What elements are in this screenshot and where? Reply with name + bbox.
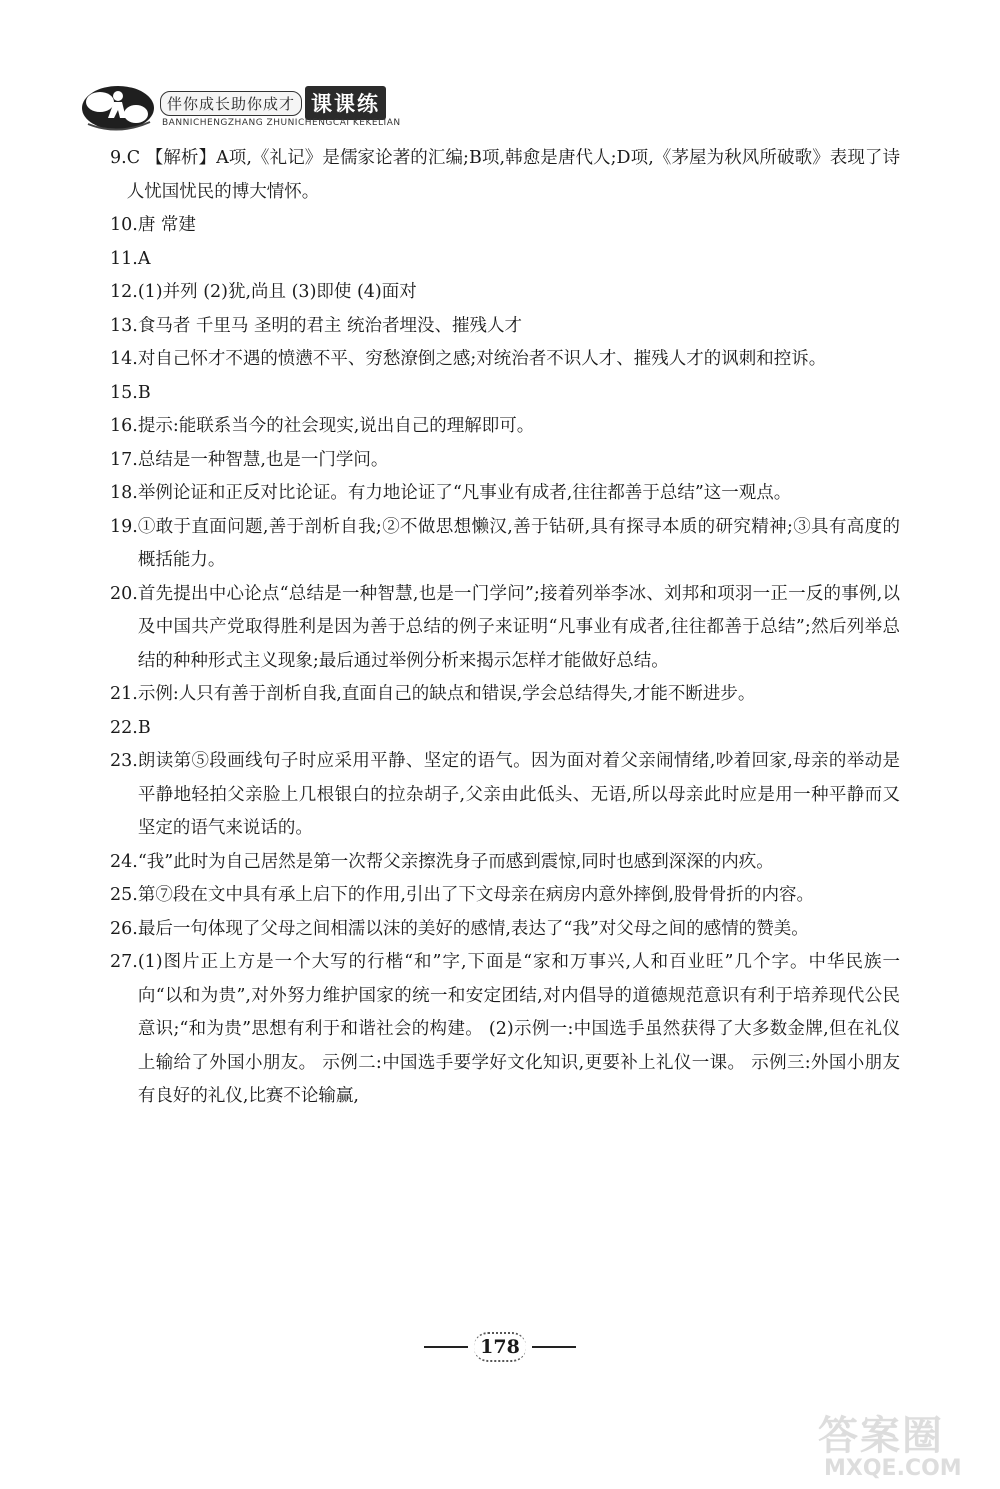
answer-item <box>110 745 900 846</box>
answer-item <box>110 243 900 277</box>
page-footer <box>0 1332 1000 1362</box>
answer-text: 第⑦段在文中具有承上启下的作用,引出了下文母亲在病房内意外摔倒,股骨骨折的内容。 <box>137 885 814 905</box>
watermark-url: MXQE.COM <box>824 1456 962 1481</box>
answer-item <box>110 343 900 377</box>
answer-text: 朗读第⑤段画线句子时应采用平静、坚定的语气。因为面对着父亲闹情绪,吵着回家,母亲的举动是平静地轻拍父亲脸上几根银白的拉杂胡子,父亲由此低头、无语,所以母亲此时应是用一种平静而又坚定的语气来说话的。 <box>137 751 900 838</box>
answer-item <box>110 410 900 444</box>
answer-text: 首先提出中心论点“总结是一种智慧,也是一门学问”;接着列举李冰、刘邦和项羽一正一反的事例,以及中国共产党取得胜利是因为善于总结的例子来证明“凡事业有成者,往往都善于总结”;然后列举总结的种种形式主义现象;最后通过举例分析来揭示怎样才能做好总结。 <box>137 583 900 671</box>
answer-text: (1)并列 (2)犹,尚且 (3)即使 (4)面对 <box>137 282 417 302</box>
answer-item <box>110 209 900 243</box>
answer-item <box>110 879 900 913</box>
answer-number: 14. <box>110 349 138 369</box>
answer-item <box>110 276 900 310</box>
answer-text: B <box>137 717 151 738</box>
answer-text: 食马者 千里马 圣明的君主 统治者埋没、摧残人才 <box>137 315 523 336</box>
answer-number: 17. <box>110 449 138 470</box>
answer-number: 27. <box>110 952 138 972</box>
watermark <box>818 1404 978 1486</box>
answer-number: 22. <box>110 717 138 738</box>
answer-item <box>110 913 900 947</box>
footer-rule-left <box>424 1346 468 1348</box>
footer-rule-right <box>532 1346 576 1348</box>
answer-text: 最后一句体现了父母之间相濡以沫的美好的感情,表达了“我”对父母之间的感情的赞美。 <box>137 918 809 939</box>
answer-number: 15. <box>110 382 138 403</box>
answer-number: 10. <box>110 215 138 235</box>
answer-item <box>110 377 900 411</box>
answer-text: 提示:能联系当今的社会现实,说出自己的理解即可。 <box>137 416 535 436</box>
answer-text: B <box>137 382 151 403</box>
answer-number: 26. <box>110 918 138 939</box>
answer-item <box>110 511 900 578</box>
answer-number: 13. <box>110 315 138 336</box>
answer-number: 19. <box>110 516 138 537</box>
answer-text: 唐 常建 <box>137 215 196 235</box>
answer-item <box>110 578 900 679</box>
answer-text: 总结是一种智慧,也是一门学问。 <box>137 449 389 470</box>
answer-text: C 【解析】A项,《礼记》是儒家论著的汇编;B项,韩愈是唐代人;D项,《茅屋为秋风所破歌》表现了诗人忧国忧民的博大情怀。 <box>126 148 900 202</box>
answer-item <box>110 712 900 746</box>
runner-logo-icon <box>78 78 156 134</box>
answer-text: 对自己怀才不遇的愤懑不平、穷愁潦倒之感;对统治者不识人才、摧残人才的讽刺和控诉。 <box>137 349 827 369</box>
watermark-text: 答案圈 <box>818 1413 944 1459</box>
header-brand: 课课练 <box>305 86 386 120</box>
answer-number: 12. <box>110 282 138 302</box>
answer-text: (1)图片正上方是一个大写的行楷“和”字,下面是“家和万事兴,人和百业旺”几个字。中华民族一向“以和为贵”,对外努力维护国家的统一和安定团结,对内倡导的道德规范意识有利于培养现代公民意识;“和为贵”思想有利于和谐社会的构建。 (2)示例一:中国选手虽然获得了大多数金牌,但在礼仪上输给了外国小朋友。 示例二:中国选手要学好文化知识,更要补上礼仪一课。 示例三:外国小朋友有良好的礼仪,比赛不论输赢, <box>137 952 900 1106</box>
answer-text: “我”此时为自己居然是第一次帮父亲擦洗身子而感到震惊,同时也感到深深的内疚。 <box>137 851 774 872</box>
answer-text: 举例论证和正反对比论证。有力地论证了“凡事业有成者,往往都善于总结”这一观点。 <box>137 483 792 503</box>
answer-number: 21. <box>110 684 138 704</box>
answer-item <box>110 142 900 209</box>
answer-item <box>110 444 900 478</box>
answer-item <box>110 946 900 1114</box>
answer-number: 23. <box>110 751 138 771</box>
answer-number: 24. <box>110 851 138 872</box>
answer-number: 20. <box>110 583 138 604</box>
answer-number: 9. <box>110 148 127 168</box>
answer-number: 18. <box>110 483 138 503</box>
answer-list <box>110 142 900 1114</box>
answer-text: ①敢于直面问题,善于剖析自我;②不做思想懒汉,善于钻研,具有探寻本质的研究精神;③具有高度的概括能力。 <box>137 516 900 570</box>
answer-number: 11. <box>110 248 138 269</box>
answer-item <box>110 678 900 712</box>
answer-number: 16. <box>110 416 138 436</box>
header-title-group <box>160 86 386 120</box>
page-header <box>78 74 438 136</box>
answer-number: 25. <box>110 885 138 905</box>
page-number: 178 <box>474 1332 526 1362</box>
answer-item <box>110 477 900 511</box>
header-pinyin: BANNICHENGZHANG ZHUNICHENGCAI KEKELIAN <box>162 118 401 128</box>
answer-text: A <box>137 248 151 269</box>
answer-item <box>110 846 900 880</box>
header-slogan: 伴你成长助你成才 <box>160 91 302 116</box>
answer-item <box>110 310 900 344</box>
answer-text: 示例:人只有善于剖析自我,直面自己的缺点和错误,学会总结得失,才能不断进步。 <box>137 684 756 704</box>
